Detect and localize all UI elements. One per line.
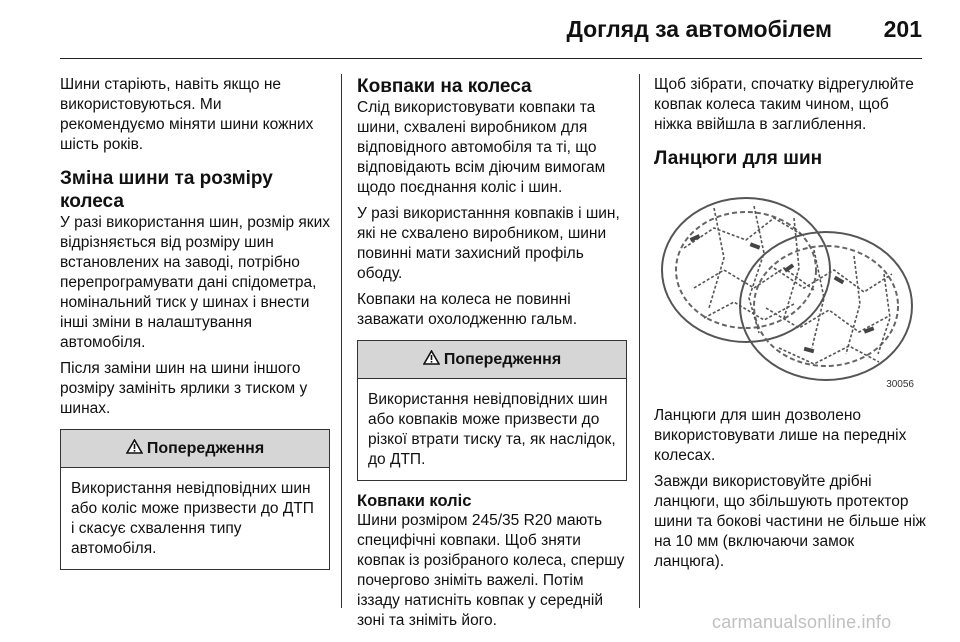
header-rule (60, 58, 922, 59)
column-divider-2 (639, 74, 640, 608)
column-2 (357, 75, 627, 637)
hubcaps-paragraph-2: У разі використанння ковпаків і шин, які не схвалено виробником, шини повинні мати захисний профіль ободу. (357, 205, 620, 282)
section-heading-tyre-chains: Ланцюги для шин (654, 148, 823, 169)
assembly-paragraph: Щоб зібрати, спочатку відрегулюйте ковпак колеса таким чином, щоб ніжка ввійшла в заглиблення. (654, 76, 914, 133)
tyre-size-paragraph-2: Після заміни шин на шини іншого розміру замініть ярлики з тиском у шинах. (60, 360, 308, 417)
page-title: Догляд за автомобілем (566, 16, 832, 42)
chains-paragraph-1: Ланцюги для шин дозволено використовувати лише на передніх колесах. (654, 407, 907, 464)
tyre-size-paragraph-1: У разі використання шин, розмір яких відрізняється від розміру шин встановлених на заводі, потрібно перепрограмувати дані спідометра, номінальний тиск у шинах і внести інші зміни в налаштування автомобіля. (60, 214, 330, 351)
section-heading-hubcaps: Ковпаки на колеса (357, 76, 532, 97)
warning-title: Попередження (146, 439, 265, 457)
warning-text: Використання невідповідних шин або ковпаків може призвести до різкої втрати тиску та, як наслідок, до ДТП. (368, 391, 616, 468)
warning-text: Використання невідповідних шин або коліс може призвести до ДТП і скасує схвалення типу автомобіля. (71, 480, 314, 557)
section-heading-wheel-covers: Ковпаки коліс (357, 492, 472, 510)
hubcaps-paragraph-1: Слід використовувати ковпаки та шини, схвалені виробником для відповідного автомобіля та ті, що відповідають всім діючим вимогам щодо поєднання коліс і шин. (357, 99, 606, 196)
wheel-covers-paragraph: Шини розміром 245/35 R20 мають специфічні ковпаки. Щоб зняти ковпак із розібраного колеса, спершу почергово зніміть важелі. Потім іззаду натисніть ковпак у середній зоні та зніміть його. (357, 512, 625, 629)
column-divider-1 (341, 74, 342, 608)
section-heading-tyre-size: Зміна шини та розміру колеса (60, 168, 273, 212)
chains-paragraph-2: Завжди використовуйте дрібні ланцюги, що збільшують протектор шини та бокові частини не більше ніж на 10 мм (включаючи замок ланцюга). (654, 473, 926, 570)
warning-triangle-icon (423, 350, 440, 370)
hubcaps-paragraph-3: Ковпаки на колеса не повинні заважати охолодженню гальм. (357, 291, 578, 328)
warning-triangle-icon (126, 439, 143, 459)
column-3 (654, 75, 926, 578)
tyre-chains-illustration (654, 178, 922, 396)
page-number: 201 (883, 16, 922, 42)
warning-title: Попередження (443, 350, 562, 368)
warning-header (358, 341, 626, 379)
warning-box-1 (60, 429, 330, 570)
watermark: carmanualsonline.info (712, 612, 892, 632)
column-1 (60, 75, 330, 576)
warning-header (61, 430, 329, 468)
warning-box-2 (357, 340, 627, 481)
figure-code: 30056 (886, 379, 914, 390)
tyre-age-paragraph: Шини старіють, навіть якщо не використовуються. Ми рекомендуємо міняти шини кожних шість років. (60, 76, 314, 153)
